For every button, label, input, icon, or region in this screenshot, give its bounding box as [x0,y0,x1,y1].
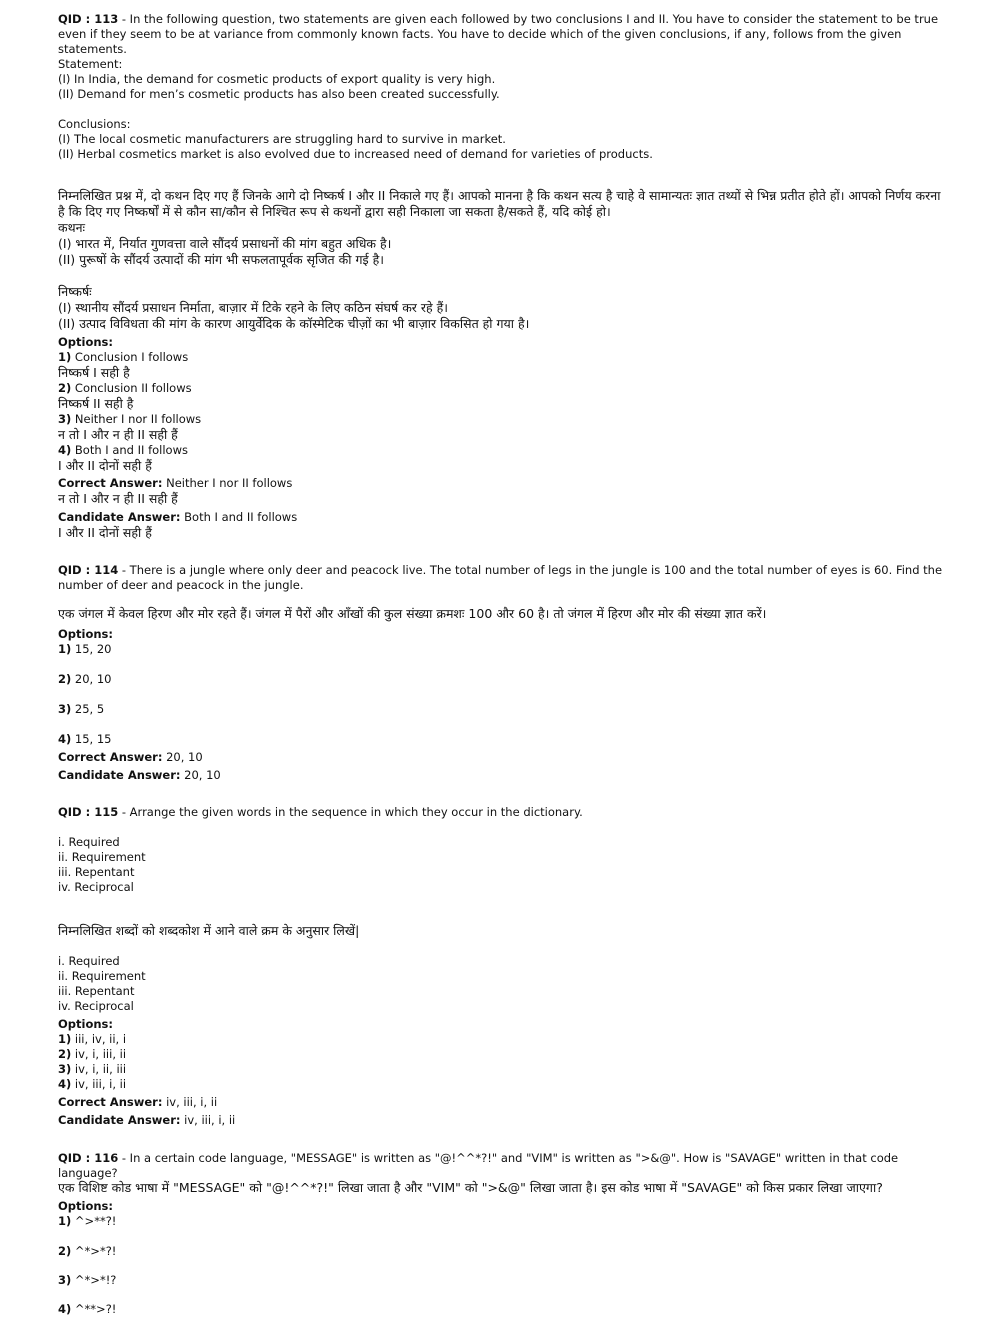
q116-question: - In a certain code language, "MESSAGE" is written as "@!^^*?!" and "VIM" is written as ">&@". How is "SAVAGE" written in that code language? [58,1151,902,1180]
q115-option-4: 4) iv, iii, i, ii [58,1077,127,1091]
q115-option-3: 3) iv, i, ii, iii [58,1062,127,1076]
q113-correct-label: Correct Answer: [58,476,163,490]
q113-question-hi: निम्नलिखित प्रश्न में, दो कथन दिए गए हैं जिनके आगे दो निष्कर्ष I और II निकाले गए हैं। आपको मानना है कि कथन सत्य है चाहे वे सामान्यतः ज्ञात तथ्यों से भिन्न प्रतीत होते हों। आपको निर्णय करना है कि दिए गए निष्कर्षों में से कौन सा/कौन से निश्चित रूप से कथनों द्वारा सही निकाला जा सकता है/सकते हैं, यदि कोई हो। [58,188,945,219]
q113-statement-hi-2: (II) पुरूषों के सौंदर्य उत्पादों की मांग भी सफलतापूर्वक सृजित की गई है। [58,252,384,267]
q113-question: - In the following question, two statements are given each followed by two conclusions I and II. You have to consider the statement to be true even if they seem to be at variance from commonly known facts. You have to decide which of the given conclusions, if any, follows from the given statements. [58,12,942,56]
q113-candidate-value-hi: I और II दोनों सही हैं [58,525,152,540]
q115-option-2: 2) iv, i, iii, ii [58,1047,127,1061]
q115-word-hi-3: iii. Repentant [58,984,135,998]
q113-text-hi [58,188,948,268]
q115-word-hi-4: iv. Reciprocal [58,999,134,1013]
q113-options-label: Options: [58,335,113,349]
q113-option-2-hi: निष्कर्ष II सही है [58,396,134,411]
q113-candidate-label: Candidate Answer: [58,510,181,524]
q115-word-list [58,835,948,895]
q114-question-hi: एक जंगल में केवल हिरण और मोर रहते हैं। जंगल में पैरों और आँखों की कुल संख्या क्रमशः 100 और 60 है। तो जंगल में हिरण और मोर की संख्या ज्ञात करें। [58,606,767,621]
q113-conclusions-hi [58,284,948,332]
q115-text-en [58,805,948,820]
q115-word-hi-1: i. Required [58,954,120,968]
q113-conclusions-en [58,117,948,162]
q114-option-1: 1) 15, 20 [58,642,112,656]
q114-qid: QID : 114 [58,563,119,577]
q113-text-en [58,12,948,57]
q114-option-2: 2) 20, 10 [58,672,112,686]
q115-word-hi-2: ii. Requirement [58,969,146,983]
q113-options [58,335,948,474]
q116-option-2: 2) ^*>*?! [58,1244,117,1258]
q114-text-hi [58,606,948,622]
q113-katha-label: कथनः [58,220,86,235]
q113-option-3-hi: न तो I और न ही II सही हैं [58,427,178,442]
q115-text-hi [58,923,948,939]
q113-option-2: 2) Conclusion II follows [58,381,192,395]
q114-candidate-answer: Candidate Answer: 20, 10 [58,768,221,782]
q113-correct-value-hi: न तो I और न ही II सही हैं [58,491,178,506]
q113-option-3: 3) Neither I nor II follows [58,412,202,426]
q115-word-3: iii. Repentant [58,865,135,879]
q113-option-4: 4) Both I and II follows [58,443,188,457]
q114-candidate-value: 20, 10 [180,768,221,782]
q115-correct-answer: Correct Answer: iv, iii, i, ii [58,1095,218,1109]
q113-correct-answer [58,476,948,507]
q116-option-4: 4) ^**>?! [58,1302,117,1316]
q113-candidate-answer [58,510,948,541]
q116-question-hi: एक विशिष्ट कोड भाषा में "MESSAGE" को "@!^^*?!" लिखा जाता है और "VIM" को ">&@" लिखा जाता है। इस कोड भाषा में "SAVAGE" को किस प्रकार लिखा जाएगा? [58,1180,883,1195]
q115-options [58,1017,948,1092]
q116-text-hi [58,1180,948,1196]
q113-conclusion-1: (I) The local cosmetic manufacturers are struggling hard to survive in market. [58,132,506,146]
q113-statement-hi-1: (I) भारत में, निर्यात गुणवत्ता वाले सौंदर्य प्रसाधनों की मांग बहुत अधिक है। [58,236,392,251]
q113-statement-2: (II) Demand for men’s cosmetic products has also been created successfully. [58,87,500,101]
q114-option-4: 4) 15, 15 [58,732,112,746]
q113-statements-en [58,57,948,102]
q115-question: - Arrange the given words in the sequence in which they occur in the dictionary. [118,805,583,819]
q113-conclusion-hi-2: (II) उत्पाद विविधता की मांग के कारण आयुर्वेदिक के कॉस्मेटिक चीज़ों का भी बाज़ार विकसित हो गया है। [58,316,530,331]
q115-word-1: i. Required [58,835,120,849]
q113-option-1-hi: निष्कर्ष I सही है [58,365,130,380]
q115-word-2: ii. Requirement [58,850,146,864]
q116-option-3: 3) ^*>*!? [58,1273,117,1287]
q113-statement-label: Statement: [58,57,123,71]
q115-qid: QID : 115 [58,805,119,819]
q115-word-list-hi [58,954,948,1014]
q115-options-label: Options: [58,1017,113,1031]
q115-correct-value: iv, iii, i, ii [162,1095,218,1109]
q116-text-en [58,1151,948,1181]
q116-option-1: 1) ^>**?! [58,1214,117,1228]
q116-options-label: Options: [58,1199,113,1213]
q115-option-1: 1) iii, iv, ii, i [58,1032,127,1046]
q113-statement-1: (I) In India, the demand for cosmetic products of export quality is very high. [58,72,496,86]
q113-qid: QID : 113 [58,12,119,26]
q114-options-label: Options: [58,627,113,641]
q114-correct-value: 20, 10 [162,750,203,764]
q115-candidate-answer: Candidate Answer: iv, iii, i, ii [58,1113,236,1127]
q113-option-4-hi: I और II दोनों सही हैं [58,458,152,473]
q113-option-1: 1) Conclusion I follows [58,350,189,364]
q113-candidate-value: Both I and II follows [180,510,298,524]
q115-question-hi: निम्नलिखित शब्दों को शब्दकोश में आने वाले क्रम के अनुसार लिखें| [58,923,360,938]
q114-text-en [58,563,948,593]
q113-conclusion-hi-1: (I) स्थानीय सौंदर्य प्रसाधन निर्माता, बाज़ार में टिके रहने के लिए कठिन संघर्ष कर रहे हैं। [58,300,448,315]
q114-option-3: 3) 25, 5 [58,702,105,716]
q113-nishkarsh-label: निष्कर्षः [58,284,92,299]
q114-correct-answer: Correct Answer: 20, 10 [58,750,203,764]
q113-correct-value: Neither I nor II follows [162,476,293,490]
q113-conclusion-2: (II) Herbal cosmetics market is also evolved due to increased need of demand for varieties of products. [58,147,653,161]
q113-conclusions-label: Conclusions: [58,117,131,131]
q115-word-4: iv. Reciprocal [58,880,134,894]
q114-question: - There is a jungle where only deer and peacock live. The total number of legs in the jungle is 100 and the total number of eyes is 60. Find the number of deer and peacock in the jungle. [58,563,946,592]
q115-candidate-value: iv, iii, i, ii [180,1113,236,1127]
q116-qid: QID : 116 [58,1151,119,1165]
